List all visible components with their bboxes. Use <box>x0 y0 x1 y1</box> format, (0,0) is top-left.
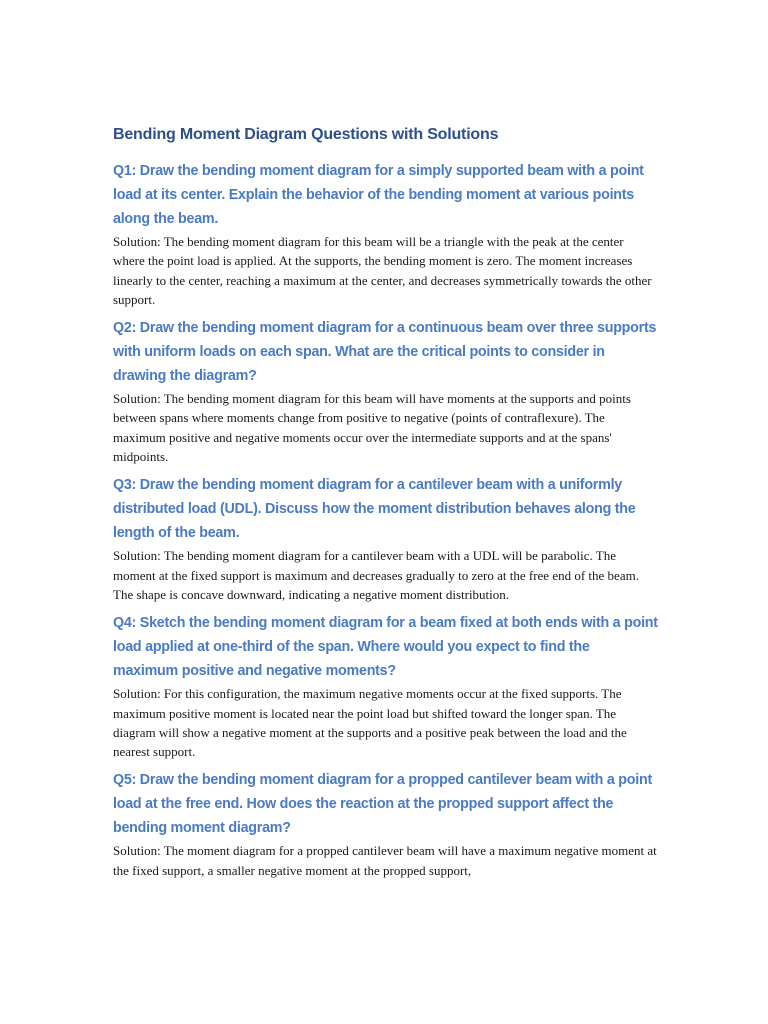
question-heading: Q1: Draw the bending moment diagram for a simply supported beam with a point load at its center. Explain the behavior of the bending moment at various points along the beam. <box>113 163 644 227</box>
document-title: Bending Moment Diagram Questions with Solutions <box>113 126 499 143</box>
question-heading: Q3: Draw the bending moment diagram for a cantilever beam with a uniformly distributed load (UDL). Discuss how the moment distribution behaves along the length of the beam. <box>113 477 636 542</box>
solution-text: Solution: The bending moment diagram for this beam will have moments at the supports and points between spans where moments change from positive to negative (points of contraflexure). The maximum positive and negative moments occur over the intermediate supports and at the spans' midpoints. <box>113 391 631 465</box>
solution-text: Solution: The moment diagram for a propped cantilever beam will have a maximum negative moment at the fixed support, a smaller negative moment at the propped support, <box>113 843 657 878</box>
question-heading: Q5: Draw the bending moment diagram for a propped cantilever beam with a point load at the free end. How does the reaction at the propped support affect the bending moment diagram? <box>113 772 652 837</box>
qa-block <box>113 473 658 604</box>
solution-text: Solution: The bending moment diagram for this beam will be a triangle with the peak at the center where the point load is applied. At the supports, the bending moment is zero. The moment increases linearly to the center, reaching a maximum at the center, and decreases symmetrically towards the other support. <box>113 234 652 307</box>
document-body <box>113 124 658 887</box>
qa-block <box>113 159 658 309</box>
question-heading: Q2: Draw the bending moment diagram for a continuous beam over three supports with uniform loads on each span. What are the critical points to consider in drawing the diagram? <box>113 320 657 385</box>
qa-block <box>113 316 658 466</box>
solution-text: Solution: The bending moment diagram for a cantilever beam with a UDL will be parabolic. The moment at the fixed support is maximum and decreases gradually to zero at the free end of the beam. The shape is concave downward, indicating a negative moment distribution. <box>113 548 639 602</box>
qa-block <box>113 768 658 880</box>
solution-text: Solution: For this configuration, the maximum negative moments occur at the fixed supports. The maximum positive moment is located near the point load but shifted toward the longer span. The diagram will show a negative moment at the supports and a positive peak between the load and the nearest support. <box>113 686 627 760</box>
question-heading: Q4: Sketch the bending moment diagram for a beam fixed at both ends with a point load applied at one-third of the span. Where would you expect to find the maximum positive and negative moments? <box>113 615 658 680</box>
qa-block <box>113 611 658 761</box>
